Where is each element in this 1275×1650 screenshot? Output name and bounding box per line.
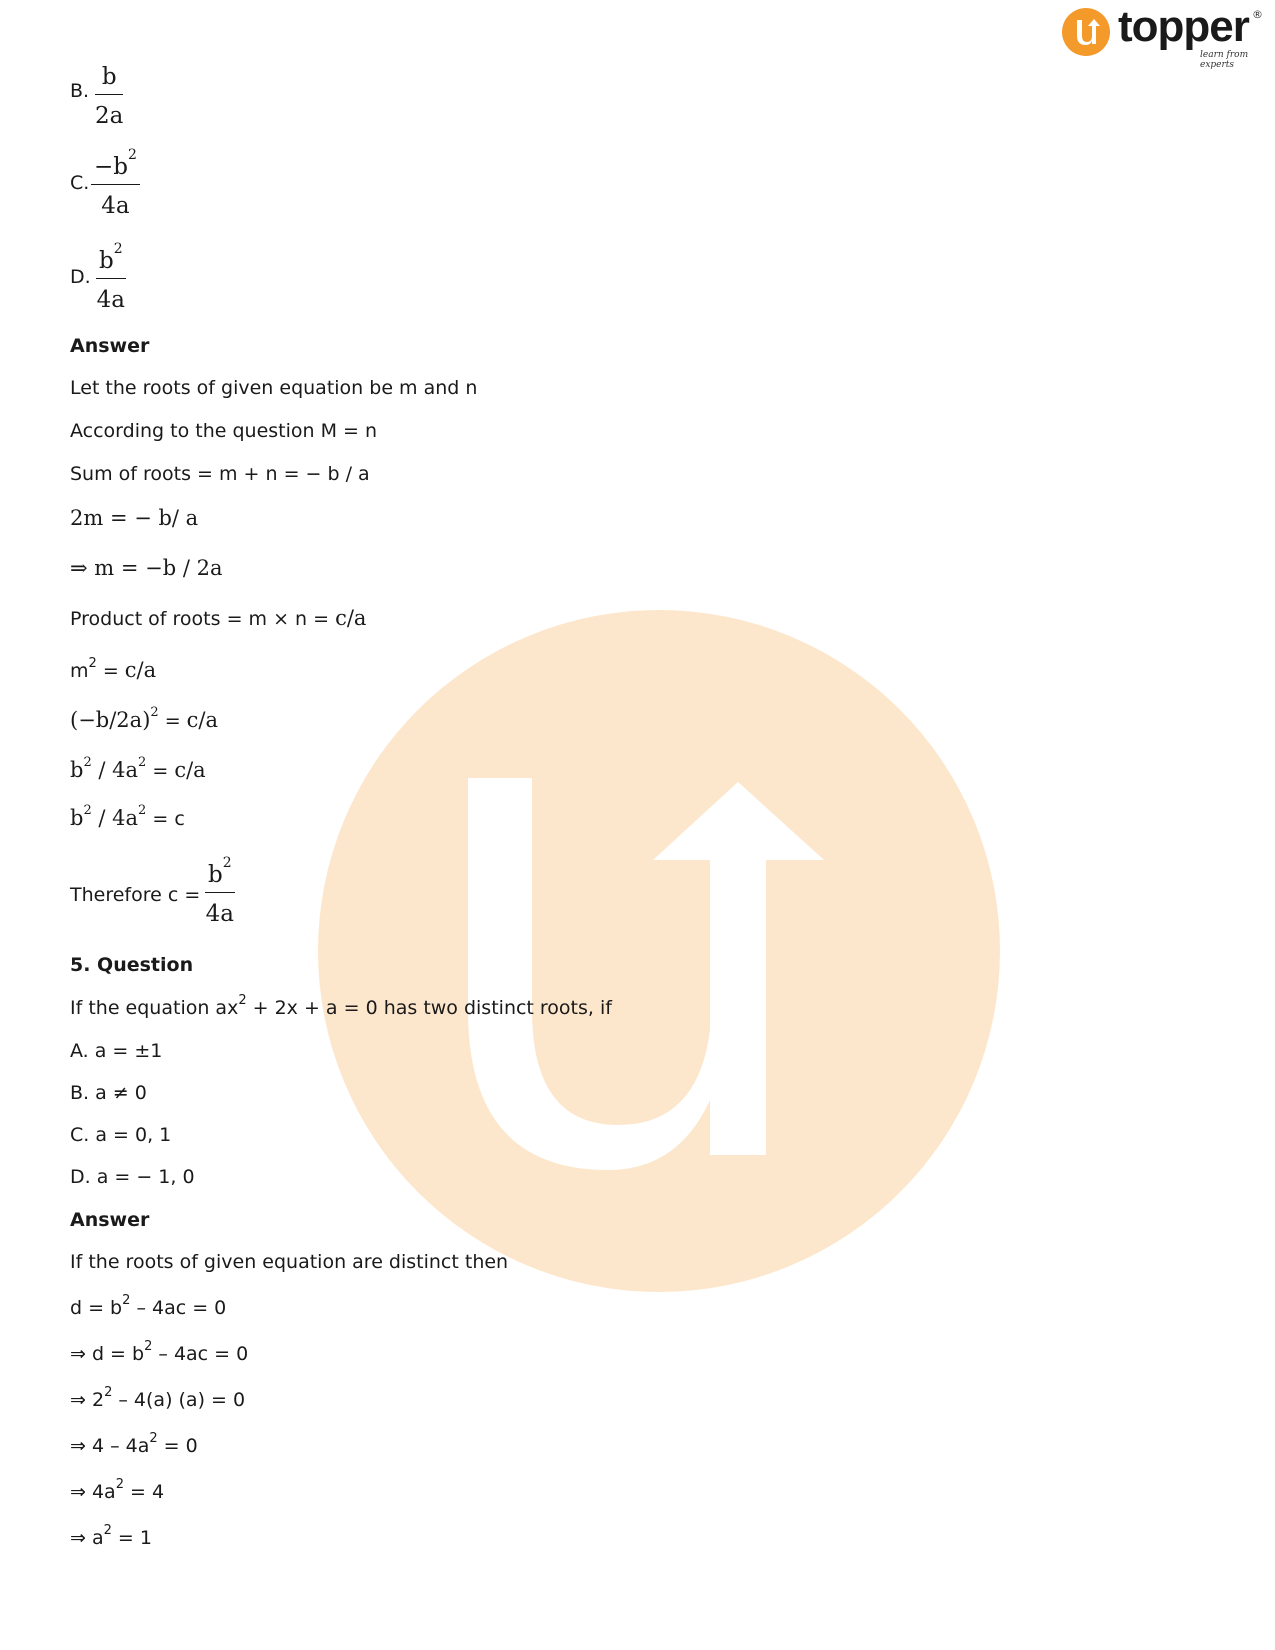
eq-exponent: 2 [88,655,97,671]
eq-exponent: 2 [103,1522,112,1538]
fraction-numerator [96,241,126,279]
line-math: c/a [335,606,367,630]
eq-rest: = 4 [123,1481,165,1503]
answer-equation: ⇒ m = −b / 2a [70,556,223,580]
option-d-label: D. [70,266,91,288]
fraction-numerator [205,855,235,893]
eq-exponent: 2 [122,1292,131,1308]
therefore-fraction [205,855,235,927]
eq-rest: – 4(a) (a) = 0 [112,1389,246,1411]
eq-base: b [70,758,84,782]
eq-base: b [70,806,84,830]
eq-exponent: 2 [138,803,147,818]
eq-base: ⇒ a [70,1527,104,1549]
eq-base: ⇒ 2 [70,1389,105,1411]
numerator-exponent: 2 [113,241,123,258]
eq-exponent: 2 [115,1476,124,1492]
question-text [70,992,612,1019]
eq-mid: / 4a [91,758,139,782]
numerator-exponent: 2 [222,855,232,872]
option-b: B. a ≠ 0 [70,1082,147,1104]
eq-exponent: 2 [138,755,147,770]
option-c-fraction [91,147,140,219]
answer-equation [70,1384,246,1411]
question-exponent: 2 [238,992,247,1008]
question-text-a: If the equation ax [70,997,239,1019]
eq-rest: = c [146,808,185,830]
eq-exponent: 2 [144,1338,153,1354]
option-a: A. a = ±1 [70,1040,163,1062]
answer-heading: Answer [70,335,150,357]
question-heading: 5. Question [70,954,194,976]
fraction-numerator [91,147,140,185]
answer-line: Let the roots of given equation be m and n [70,377,478,399]
numerator-text: −b [94,154,128,180]
therefore-text: Therefore c = [70,884,201,906]
eq-base: ⇒ 4 – 4a [70,1435,150,1457]
answer-line: Sum of roots = m + n = − b / a [70,463,370,485]
eq-rest: = 1 [111,1527,152,1549]
eq-base: ⇒ d = b [70,1343,145,1365]
eq-exponent: 2 [149,1430,158,1446]
line-text: Product of roots = m × n = [70,608,336,630]
answer-equation [70,1292,227,1319]
question-text-b: + 2x + a = 0 has two distinct roots, if [246,997,612,1019]
eq-tail: c/a [174,758,206,782]
eq-base: ⇒ 4a [70,1481,116,1503]
eq-rest: – 4ac = 0 [152,1343,249,1365]
numerator-text: b [208,862,223,888]
logo-badge-icon [1062,8,1110,56]
watermark-logo [318,610,1000,1292]
eq-mid: / 4a [91,806,139,830]
answer-equation [70,655,157,682]
eq-rest: = [158,710,187,732]
registered-mark: ® [1252,8,1263,21]
eq-tail: c/a [186,708,219,732]
logo-tagline: learn from experts [1200,50,1249,70]
answer-heading: Answer [70,1209,150,1231]
eq-base: d = b [70,1297,123,1319]
answer-line: If the roots of given equation are distinct then [70,1251,509,1273]
answer-equation [70,1522,152,1549]
eq-base: (−b/2a) [70,708,151,732]
answer-equation [70,803,185,830]
fraction-denominator: 2a [95,103,124,129]
numerator-text: b [99,248,114,274]
option-b-fraction [95,64,123,129]
logo-wordmark: topper [1118,2,1249,51]
answer-equation [70,1430,198,1457]
eq-tail: c/a [124,658,157,682]
answer-line [70,606,366,630]
option-c: C. a = 0, 1 [70,1124,172,1146]
topper-logo [1062,4,1272,70]
eq-exponent: 2 [150,705,159,720]
option-d-fraction [96,241,126,313]
eq-rest: = [146,760,175,782]
eq-rest: = [96,660,125,682]
answer-equation [70,1338,249,1365]
option-d: D. a = − 1, 0 [70,1166,195,1188]
fraction-numerator: b [95,64,123,95]
fraction-denominator: 4a [101,193,130,219]
eq-exponent: 2 [83,803,92,818]
eq-base: m [70,660,89,682]
option-c-label: C. [70,172,90,194]
answer-equation [70,1476,165,1503]
eq-exponent: 2 [83,755,92,770]
answer-equation: 2m = − b/ a [70,506,199,530]
option-b-label: B. [70,80,90,102]
answer-equation [70,705,219,732]
fraction-denominator: 4a [96,287,125,313]
answer-equation [70,755,206,782]
answer-line: According to the question M = n [70,420,378,442]
eq-exponent: 2 [104,1384,113,1400]
numerator-exponent: 2 [128,147,137,164]
fraction-denominator: 4a [205,901,234,927]
eq-rest: – 4ac = 0 [130,1297,227,1319]
eq-rest: = 0 [157,1435,198,1457]
